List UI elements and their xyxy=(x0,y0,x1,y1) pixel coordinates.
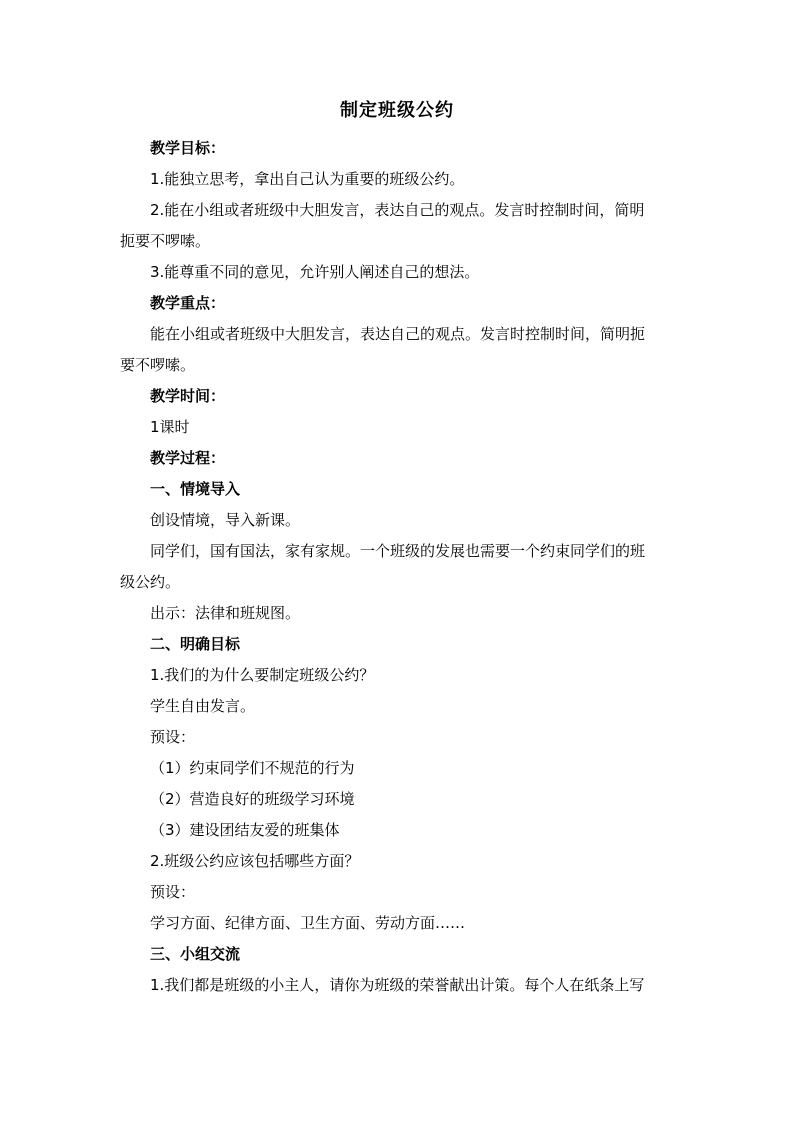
teaching-time-value: 1课时 xyxy=(150,418,190,436)
section-1-paragraph-2-line-1: 同学们，国有国法，家有家规。一个班级的发展也需要一个约束同学们的班 xyxy=(150,542,646,560)
section-2-question-2: 2.班级公约应该包括哪些方面？ xyxy=(150,852,360,870)
section-2-answer-2: 学习方面、纪律方面、卫生方面、劳动方面…… xyxy=(150,914,466,932)
section-1-heading: 一、情境导入 xyxy=(150,480,241,498)
preset-item-3: （3）建设团结友爱的班集体 xyxy=(150,821,340,839)
section-3-paragraph-1-line-1: 1.我们都是班级的小主人，请你为班级的荣誉献出计策。每个人在纸条上写 xyxy=(150,976,645,994)
preset-label-2: 预设： xyxy=(150,883,196,901)
section-2-question-1: 1.我们的为什么要制定班级公约？ xyxy=(150,666,375,684)
key-points-heading: 教学重点： xyxy=(150,294,226,312)
section-1-paragraph-3: 出示：法律和班规图。 xyxy=(150,604,301,622)
preset-item-2: （2）营造良好的班级学习环境 xyxy=(150,790,355,808)
key-points-line-1: 能在小组或者班级中大胆发言，表达自己的观点。发言时控制时间，简明扼 xyxy=(150,325,646,343)
teaching-time-heading: 教学时间： xyxy=(150,387,226,405)
preset-label-1: 预设： xyxy=(150,728,196,746)
goal-item-1: 1.能独立思考，拿出自己认为重要的班级公约。 xyxy=(150,170,465,188)
teaching-goals-heading: 教学目标： xyxy=(150,139,226,157)
page-title: 制定班级公约 xyxy=(340,100,454,121)
process-heading: 教学过程： xyxy=(150,449,226,467)
section-1-paragraph-1: 创设情境，导入新课。 xyxy=(150,511,301,529)
section-1-paragraph-2-line-2: 级公约。 xyxy=(120,573,181,591)
section-2-answer-1: 学生自由发言。 xyxy=(150,697,256,715)
section-3-heading: 三、小组交流 xyxy=(150,945,241,963)
key-points-line-2: 要不啰嗦。 xyxy=(120,356,196,374)
goal-item-2-line-2: 扼要不啰嗦。 xyxy=(120,232,211,250)
goal-item-2-line-1: 2.能在小组或者班级中大胆发言，表达自己的观点。发言时控制时间，简明 xyxy=(150,201,645,219)
preset-item-1: （1）约束同学们不规范的行为 xyxy=(150,759,355,777)
goal-item-3: 3.能尊重不同的意见，允许别人阐述自己的想法。 xyxy=(150,263,480,281)
section-2-heading: 二、明确目标 xyxy=(150,635,241,653)
